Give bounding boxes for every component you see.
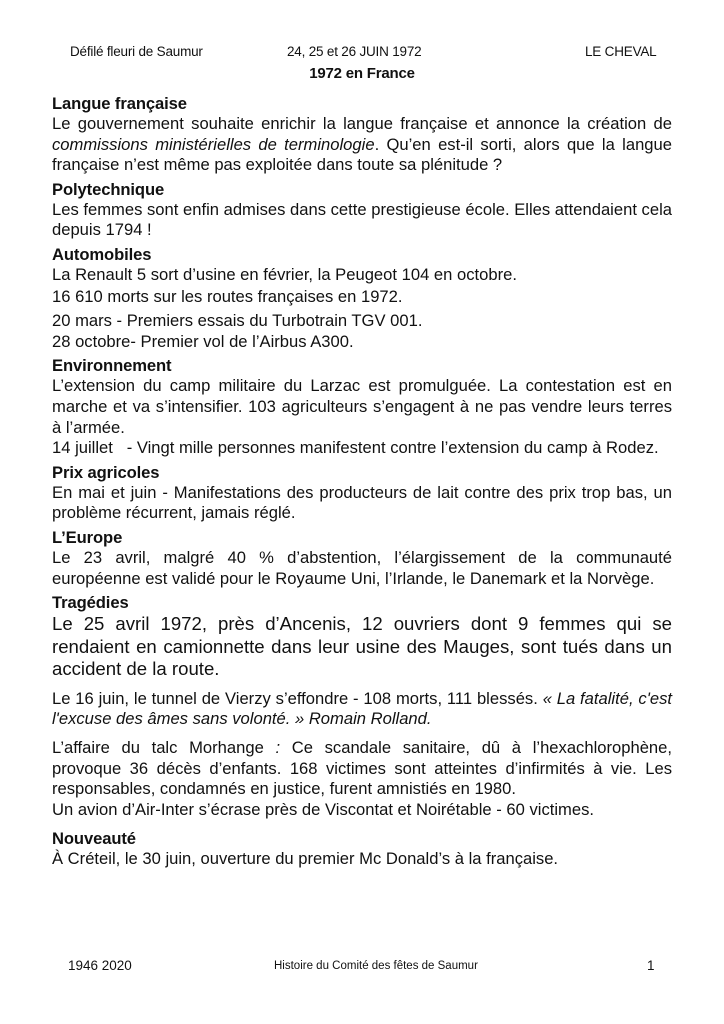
paragraph: 14 juillet - Vingt mille personnes manifestent contre l’extension du camp à Rodez. [52,438,659,458]
paragraph: Un avion d’Air-Inter s’écrase près de Viscontat et Noirétable - 60 victimes. [52,799,594,819]
section-europe [52,527,672,589]
paragraph: 16 610 morts sur les routes françaises en 1972. [52,286,403,306]
paragraph: La Renault 5 sort d’usine en février, la Peugeot 104 en octobre. [52,264,517,284]
section-heading: Langue française [52,94,187,113]
paragraph: 20 mars - Premiers essais du Turbotrain TGV 001. [52,311,423,331]
paragraph: L’extension du camp militaire du Larzac est promulguée. La contestation est en marche et va s’intensifier. 103 agriculteurs s’engagent à ne pas vendre leurs terres à l’armée. [52,376,672,437]
page-number: 1 [647,958,655,973]
section-langue-francaise [52,93,672,176]
section-prix-agricoles [52,462,672,524]
text-run: Le 16 juin, le tunnel de Vierzy s’effondre - 108 morts, 111 blessés. [52,688,543,708]
page-header [0,44,724,62]
text-run: . Qu’en est-il sorti, alors que la langue française n’est même pas exploitée dans toute sa plénitude ? [52,134,672,175]
paragraph [52,689,672,730]
section-heading: Prix agricoles [52,462,160,482]
paragraph [52,114,672,176]
section-heading: Nouveauté [52,829,136,849]
italic-term: commissions ministérielles de terminologie [52,134,375,154]
section-nouveaute [52,828,672,870]
text-run: Le gouvernement souhaite enrichir la langue française et annonce la création de [52,114,672,133]
footer-years: 1946 2020 [68,958,132,973]
section-heading: L’Europe [52,527,123,547]
document-title: 1972 en France [309,65,415,82]
section-heading: Automobiles [52,244,152,264]
page-footer [0,958,724,976]
footer-publication: Histoire du Comité des fêtes de Saumur [274,960,478,972]
section-heading: Tragédies [52,593,129,613]
italic-colon: : [275,738,281,758]
header-dates: 24, 25 et 26 JUIN 1972 [287,44,422,59]
paragraph: Le 25 avril 1972, près d’Ancenis, 12 ouvriers dont 9 femmes qui se rendaient en camionnette dans leur usine des Mauges, sont tués dans un accident de la route. [52,613,672,680]
paragraph: À Créteil, le 30 juin, ouverture du premier Mc Donald’s à la française. [52,849,559,869]
header-event: Défilé fleuri de Saumur [70,44,203,59]
text-run: L’affaire du talc Morhange [52,738,276,758]
paragraph: En mai et juin - Manifestations des producteurs de lait contre des prix trop bas, un problème récurrent, jamais réglé. [52,482,672,523]
paragraph [52,738,672,800]
section-heading: Environnement [52,356,172,376]
paragraph: Les femmes sont enfin admises dans cette prestigieuse école. Elles attendaient cela depuis 1794 ! [52,199,672,240]
paragraph: 28 octobre- Premier vol de l’Airbus A300. [52,331,354,351]
document-body [52,93,672,870]
section-environnement [52,355,672,458]
paragraph: Le 23 avril, malgré 40 % d’abstention, l’élargissement de la communauté européenne est validé pour le Royaume Uni, l’Irlande, le Danemark et la Norvège. [52,547,672,588]
section-polytechnique [52,179,672,241]
section-tragedies [52,592,672,820]
section-heading: Polytechnique [52,179,165,199]
italic-quote: « La fatalité, c'est l'excuse des âmes sans volonté. » Romain Rolland. [52,688,673,729]
header-theme: LE CHEVAL [585,44,657,59]
section-automobiles [52,244,672,352]
text-run: Ce scandale sanitaire, dû à l’hexachlorophène, provoque 36 décès d’enfants. 168 victimes sont atteintes d’infirmités à vie. Les responsables, condamnés en justice, furent amnistiés en 1980. [52,738,673,799]
